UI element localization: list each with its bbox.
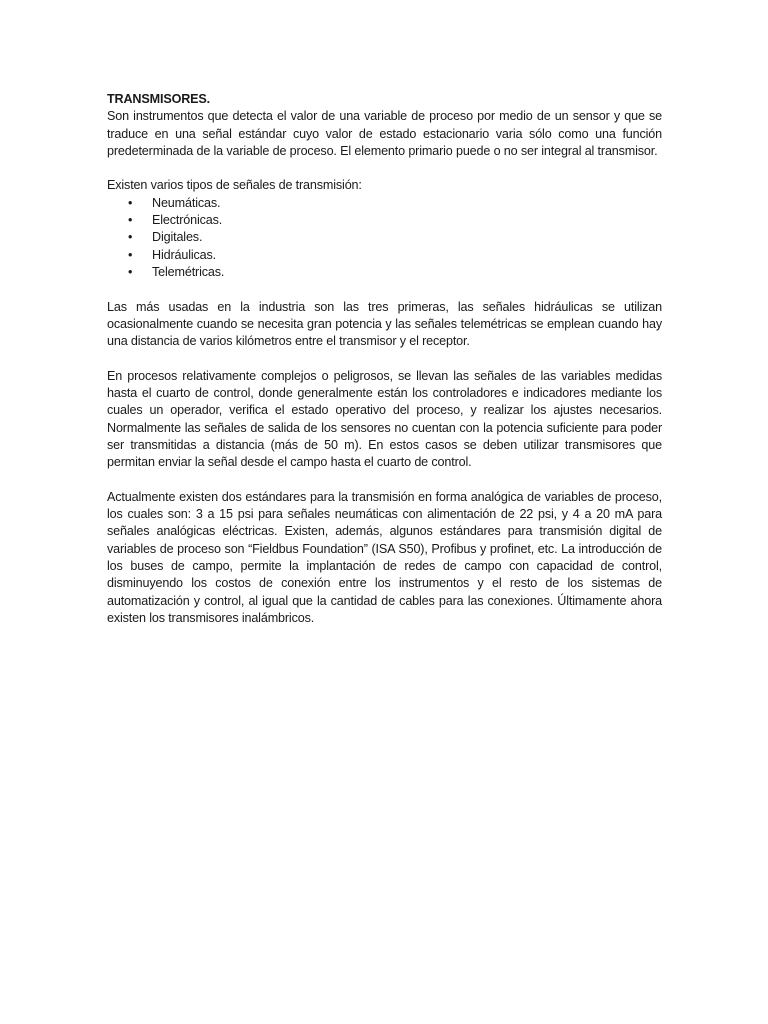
list-item — [107, 247, 662, 264]
processes-paragraph: En procesos relativamente complejos o peligrosos, se llevan las señales de las variables medidas hasta el cuarto de control, donde generalmente están los controladores e indicadores mediante los cuales un operador, verifica el estado operativo del proceso, y realizar los ajustes necesarios. Normalmente las señales de salida de los sensores no cuentan con la potencia suficiente para poder ser transmitidas a distancia (más de 50 m). En estos casos se deben utilizar transmisores que permitan enviar la señal desde el campo hasta el cuarto de control. — [107, 368, 662, 470]
bullet-icon: • — [128, 264, 133, 279]
list-item — [107, 264, 662, 281]
list-item-label: Electrónicas. — [152, 213, 223, 228]
bullet-icon: • — [128, 247, 133, 262]
standards-paragraph: Actualmente existen dos estándares para la transmisión en forma analógica de variables de proceso, los cuales son: 3 a 15 psi para señales neumáticas con alimentación de 22 psi, y 4 a 20 mA para señales analógicas eléctricas. Existen, además, algunos estándares para transmisión digital de variables de proceso son “Fieldbus Foundation” (ISA S50), Profibus y profinet, etc. La introducción de los buses de campo, permite la implantación de redes de campo con capacidad de control, disminuyendo los costos de conexión entre los instrumentos y el resto de los sistemas de automatización y control, al igual que la cantidad de cables para las conexiones. Últimamente ahora existen los transmisores inalámbricos. — [107, 489, 662, 625]
bullet-icon: • — [128, 230, 133, 245]
list-item — [107, 229, 662, 246]
usage-paragraph: Las más usadas en la industria son las tres primeras, las señales hidráulicas se utilizan ocasionalmente cuando se necesita gran potencia y las señales telemétricas se emplean cuando hay una distancia de varios kilómetros entre el transmisor y el receptor. — [107, 299, 662, 349]
document-body — [107, 91, 662, 627]
list-item — [107, 212, 662, 229]
intro-paragraph: Son instrumentos que detecta el valor de una variable de proceso por medio de un sensor y que se traduce en una señal estándar cuyo valor de estado estacionario varia sólo como una función predeterminada de la variable de proceso. El elemento primario puede o no ser integral al transmisor. — [107, 109, 662, 158]
bullet-icon: • — [128, 195, 133, 210]
types-intro-text: Existen varios tipos de señales de transmisión: — [107, 178, 362, 193]
section-heading: TRANSMISORES. — [107, 92, 211, 106]
list-item-label: Digitales. — [152, 230, 203, 245]
bullet-icon: • — [128, 213, 133, 228]
list-item — [107, 195, 662, 212]
list-item-label: Neumáticas. — [152, 195, 221, 210]
list-item-label: Telemétricas. — [152, 264, 225, 279]
signal-types-list — [107, 195, 662, 281]
list-item-label: Hidráulicas. — [152, 247, 216, 262]
